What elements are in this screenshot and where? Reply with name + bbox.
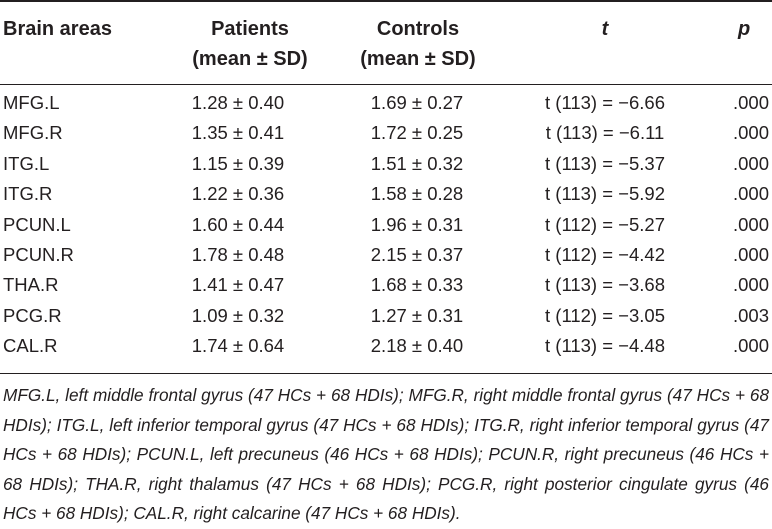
table-row — [0, 91, 772, 121]
cell-p: .000 — [732, 183, 769, 205]
cell-patients: 1.35 ± 0.41 — [191, 122, 285, 144]
table-top-rule — [0, 0, 772, 2]
cell-p: .000 — [732, 335, 769, 357]
header-controls — [318, 14, 518, 74]
cell-t: t (113) = −6.66 — [545, 92, 665, 113]
cell-t: t (113) = −6.11 — [545, 122, 665, 144]
table-footnote: MFG.L, left middle frontal gyrus (47 HCs + 68 HDIs); MFG.R, right middle frontal gyrus (47 HCs + 68 HDIs); ITG.L, left inferior temporal gyrus (47 HCs + 68 HDIs); ITG.R, right inferior temporal gyrus (47 HCs + 68 HDIs); PCUN.L, left precuneus (46 HCs + 68 HDIs); PCUN.R, right precuneus (46 HCs + 68 HDIs); THA.R, right thalamus (47 HCs + 68 HDIs); PCG.R, right posterior cingulate gyrus (46 HCs + 68 HDIs); CAL.R, right calcarine (47 HCs + 68 HDIs). — [3, 385, 769, 524]
cell-p: .003 — [732, 304, 769, 326]
cell-area: MFG.R — [3, 122, 63, 144]
table-row — [0, 213, 772, 243]
cell-area: THA.R — [3, 274, 59, 296]
cell-patients: 1.28 ± 0.40 — [191, 92, 285, 113]
cell-patients: 1.22 ± 0.36 — [191, 183, 285, 205]
header-controls-line1: Controls — [376, 18, 460, 40]
cell-area: CAL.R — [3, 335, 58, 357]
cell-t: t (112) = −5.27 — [545, 213, 665, 235]
table-header-rule — [0, 84, 772, 85]
cell-p: .000 — [732, 274, 769, 296]
cell-area: MFG.L — [3, 92, 60, 113]
table-row — [0, 273, 772, 303]
table-bottom-rule — [0, 373, 772, 374]
cell-controls: 1.69 ± 0.27 — [370, 92, 464, 113]
header-patients-line1: Patients — [211, 18, 289, 40]
cell-controls: 2.18 ± 0.40 — [370, 335, 464, 357]
cell-t: t (113) = −5.37 — [545, 152, 665, 174]
cell-t: t (113) = −5.92 — [545, 183, 665, 205]
cell-controls: 1.58 ± 0.28 — [370, 183, 464, 205]
cell-t: t (113) = −4.48 — [545, 335, 665, 357]
cell-patients: 1.74 ± 0.64 — [191, 335, 285, 357]
header-controls-line2: (mean ± SD) — [360, 48, 476, 70]
cell-area: PCUN.L — [3, 213, 71, 235]
cell-p: .000 — [732, 92, 769, 113]
cell-p: .000 — [732, 122, 769, 144]
cell-patients: 1.78 ± 0.48 — [191, 244, 285, 265]
table-row — [0, 334, 772, 364]
table-row — [0, 182, 772, 212]
cell-t: t (112) = −4.42 — [545, 244, 665, 265]
table-row — [0, 243, 772, 273]
cell-patients: 1.41 ± 0.47 — [191, 274, 285, 296]
table-row — [0, 152, 772, 182]
cell-t: t (112) = −3.05 — [545, 304, 665, 326]
cell-p: .000 — [732, 213, 769, 235]
cell-patients: 1.09 ± 0.32 — [191, 304, 285, 326]
cell-controls: 1.72 ± 0.25 — [370, 122, 464, 144]
cell-t: t (113) = −3.68 — [545, 274, 665, 296]
header-patients-line2: (mean ± SD) — [192, 48, 308, 70]
cell-p: .000 — [732, 152, 769, 174]
cell-area: PCUN.R — [3, 244, 74, 265]
cell-patients: 1.15 ± 0.39 — [191, 152, 285, 174]
cell-controls: 1.68 ± 0.33 — [370, 274, 464, 296]
cell-area: PCG.R — [3, 304, 62, 326]
header-p: p — [738, 18, 751, 40]
cell-controls: 2.15 ± 0.37 — [370, 244, 464, 265]
table-row — [0, 121, 772, 151]
cell-area: ITG.L — [3, 152, 50, 174]
cell-patients: 1.60 ± 0.44 — [191, 213, 285, 235]
cell-controls: 1.51 ± 0.32 — [370, 152, 464, 174]
header-t: t — [601, 18, 609, 40]
header-brain-areas: Brain areas — [3, 18, 112, 40]
cell-controls: 1.96 ± 0.31 — [370, 213, 464, 235]
cell-area: ITG.R — [3, 183, 53, 205]
table-row — [0, 304, 772, 334]
cell-p: .000 — [732, 244, 769, 265]
cell-controls: 1.27 ± 0.31 — [370, 304, 464, 326]
